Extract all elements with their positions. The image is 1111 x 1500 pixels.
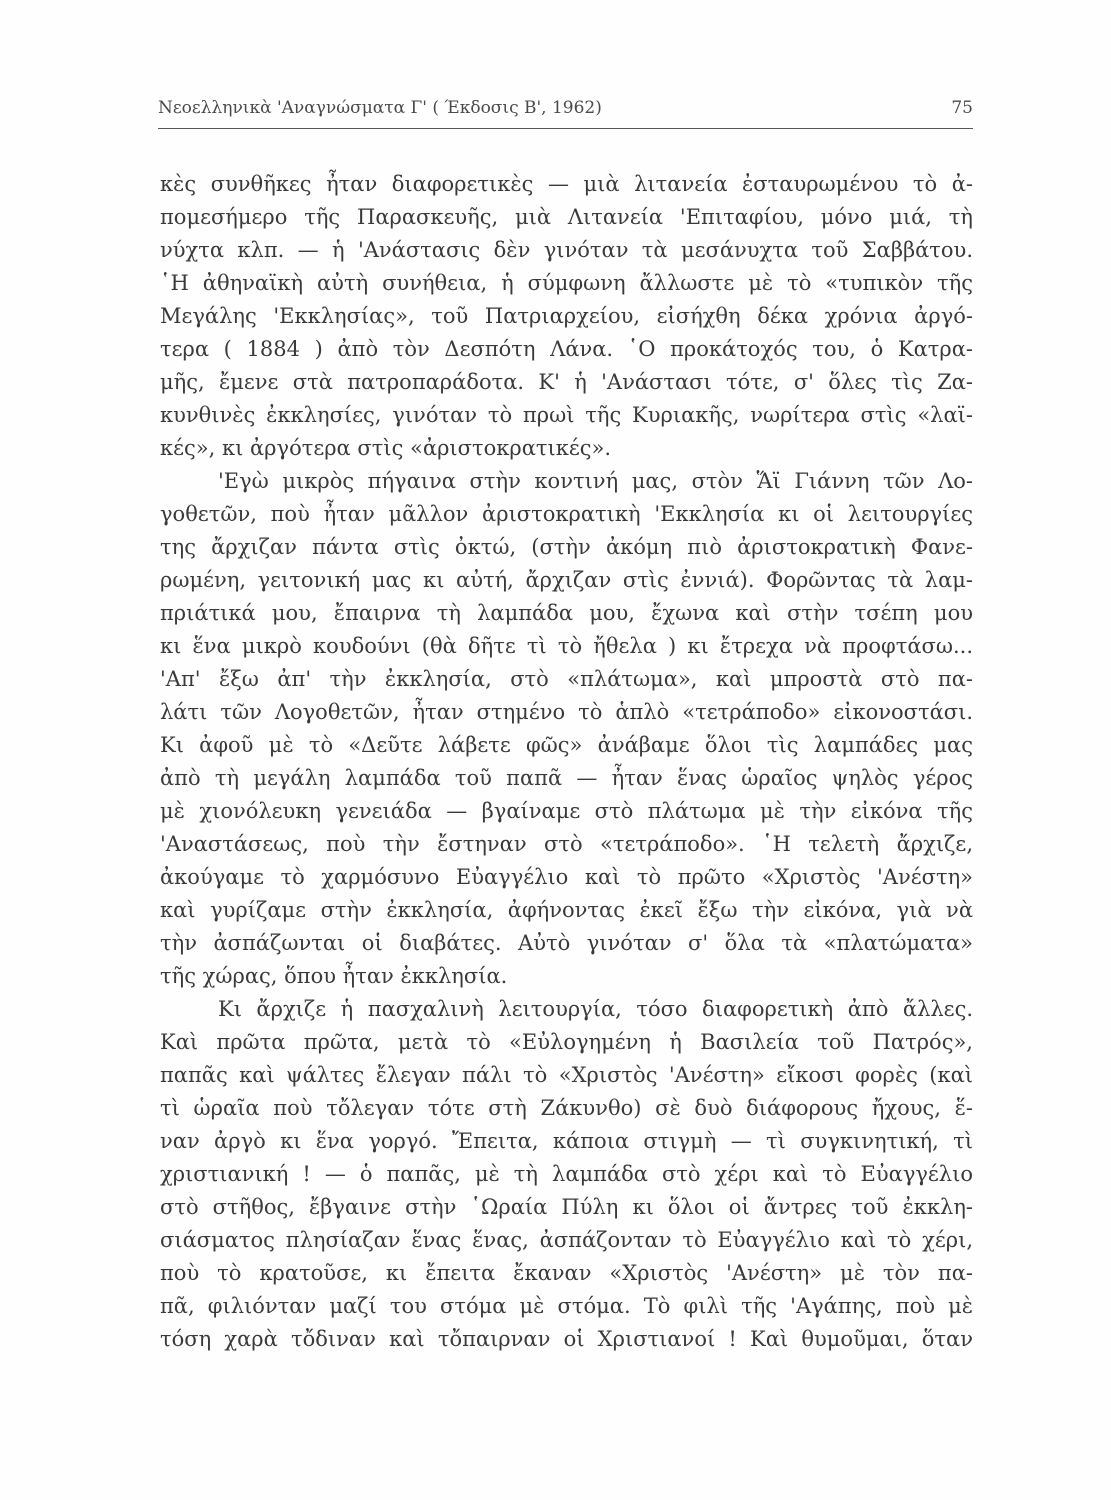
text-line: της ἄρχιζαν πάντα στὶς ὀκτώ, (στὴν ἀκόμη πιὸ ἀριστοκρατικὴ Φανε- <box>160 535 973 559</box>
text-line: καὶ γυρίζαμε στὴν ἐκκλησία, ἀφήνοντας ἐκεῖ ἔξω τὴν εἰκόνα, γιὰ νὰ <box>160 898 973 922</box>
text-line: 'Απ' ἔξω ἀπ' τὴν ἐκκλησία, στὸ «πλάτωμα», καὶ μπροστὰ στὸ πα- <box>160 667 973 691</box>
text-line: ποὺ τὸ κρατοῦσε, κι ἔπειτα ἔκαναν «Χριστὸς 'Ανέστη» μὲ τὸν πα- <box>160 1261 973 1285</box>
page-number: 75 <box>951 98 973 118</box>
running-header <box>158 98 973 128</box>
text-line: τὴν ἀσπάζωνται οἱ διαβάτες. Αὐτὸ γινόταν σ' ὅλα τὰ «πλατώματα» <box>160 931 973 955</box>
text-line: ἀκούγαμε τὸ χαρμόσυνο Εὐαγγέλιο καὶ τὸ πρῶτο «Χριστὸς 'Ανέστη» <box>160 865 973 889</box>
text-line: παπᾶς καὶ ψάλτες ἔλεγαν πάλι τὸ «Χριστὸς 'Ανέστη» εἴκοσι φορὲς (καὶ <box>160 1063 973 1087</box>
text-line: πριάτικά μου, ἔπαιρνα τὴ λαμπάδα μου, ἔχωνα καὶ στὴν τσέπη μου <box>160 601 973 625</box>
text-line: γοθετῶν, ποὺ ἦταν μᾶλλον ἀριστοκρατικὴ 'Εκκλησία κι οἱ λειτουργίες <box>160 502 973 526</box>
text-line: τερα ( 1884 ) ἀπὸ τὸν Δεσπότη Λάνα. ῾Ο προκάτοχός του, ὁ Κατρα- <box>160 337 973 361</box>
running-title: Νεοελληνικὰ 'Αναγνώσματα Γ' ( Έκδοσις Β', 1962) <box>158 98 602 118</box>
text-line: ἀπὸ τὴ μεγάλη λαμπάδα τοῦ παπᾶ — ἦταν ἕνας ὡραῖος ψηλὸς γέρος <box>160 766 973 790</box>
text-line: ναν ἀργὸ κι ἕνα γοργό. Ἔπειτα, κάποια στιγμὴ — τὶ συγκινητική, τὶ <box>160 1129 973 1153</box>
header-rule <box>158 128 973 129</box>
text-line: ῾Η ἀθηναϊκὴ αὐτὴ συνήθεια, ἡ σύμφωνη ἄλλωστε μὲ τὸ «τυπικὸν τῆς <box>160 271 973 295</box>
text-line: χριστιανική ! — ὁ παπᾶς, μὲ τὴ λαμπάδα στὸ χέρι καὶ τὸ Εὐαγγέλιο <box>160 1162 973 1186</box>
text-line: ρωμένη, γειτονική μας κι αὐτή, ἄρχιζαν στὶς ἐννιά). Φορῶντας τὰ λαμ- <box>160 568 973 592</box>
text-line: νύχτα κλπ. — ἡ 'Ανάστασις δὲν γινόταν τὰ μεσάνυχτα τοῦ Σαββάτου. <box>160 238 973 262</box>
text-line: στὸ στῆθος, ἔβγαινε στὴν ῾Ωραία Πύλη κι ὅλοι οἱ ἄντρες τοῦ ἐκκλη- <box>160 1195 973 1219</box>
text-line: πομεσήμερο τῆς Παρασκευῆς, μιὰ Λιτανεία 'Επιταφίου, μόνο μιά, τὴ <box>160 205 973 229</box>
text-line: κι ἕνα μικρὸ κουδούνι (θὰ δῆτε τὶ τὸ ἤθελα ) κι ἔτρεχα νὰ προφτάσω... <box>160 634 973 658</box>
text-line: σιάσματος πλησίαζαν ἕνας ἕνας, ἀσπάζονταν τὸ Εὐαγγέλιο καὶ τὸ χέρι, <box>160 1228 973 1252</box>
text-line: τῆς χώρας, ὅπου ἦταν ἐκκλησία. <box>160 964 508 988</box>
text-line: κὲς συνθῆκες ἦταν διαφορετικὲς — μιὰ λιτανεία ἐσταυρωμένου τὸ ἀ- <box>160 172 973 196</box>
text-line: μῆς, ἔμενε στὰ πατροπαράδοτα. Κ' ἡ 'Ανάστασι τότε, σ' ὅλες τὶς Ζα- <box>160 370 973 394</box>
text-line: τόση χαρὰ τὄδιναν καὶ τὄπαιρναν οἱ Χριστιανοί ! Καὶ θυμοῦμαι, ὅταν <box>160 1327 973 1351</box>
text-line: Κι ἀφοῦ μὲ τὸ «Δεῦτε λάβετε φῶς» ἀνάβαμε ὅλοι τὶς λαμπάδες μας <box>160 733 973 757</box>
text-line: Κι ἄρχιζε ἡ πασχαλινὴ λειτουργία, τόσο διαφορετικὴ ἀπὸ ἄλλες. <box>218 997 973 1021</box>
text-line: μὲ χιονόλευκη γενειάδα — βγαίναμε στὸ πλάτωμα μὲ τὴν εἰκόνα τῆς <box>160 799 973 823</box>
text-line: λάτι τῶν Λογοθετῶν, ἦταν στημένο τὸ ἁπλὸ «τετράποδο» εἰκονοστάσι. <box>160 700 973 724</box>
text-line: κυνθινὲς ἐκκλησίες, γινόταν τὸ πρωὶ τῆς Κυριακῆς, νωρίτερα στὶς «λαϊ- <box>160 403 973 427</box>
text-line: κές», κι ἀργότερα στὶς «ἀριστοκρατικές». <box>160 436 612 460</box>
text-line: 'Εγὼ μικρὸς πήγαινα στὴν κοντινή μας, στὸν Ἅϊ Γιάννη τῶν Λο- <box>218 469 973 493</box>
text-line: πᾶ, φιλιόνταν μαζί του στόμα μὲ στόμα. Τὸ φιλὶ τῆς 'Αγάπης, ποὺ μὲ <box>160 1294 973 1318</box>
text-line: 'Αναστάσεως, ποὺ τὴν ἔστηναν στὸ «τετράποδο». ῾Η τελετὴ ἄρχιζε, <box>160 832 973 856</box>
text-line: Μεγάλης 'Εκκλησίας», τοῦ Πατριαρχείου, εἰσήχθη δέκα χρόνια ἀργό- <box>160 304 973 328</box>
text-line: Καὶ πρῶτα πρῶτα, μετὰ τὸ «Εὐλογημένη ἡ Βασιλεία τοῦ Πατρός», <box>160 1030 973 1054</box>
text-line: τὶ ὡραῖα ποὺ τὄλεγαν τότε στὴ Ζάκυνθο) σὲ δυὸ διάφορους ἤχους, ἕ- <box>160 1096 973 1120</box>
